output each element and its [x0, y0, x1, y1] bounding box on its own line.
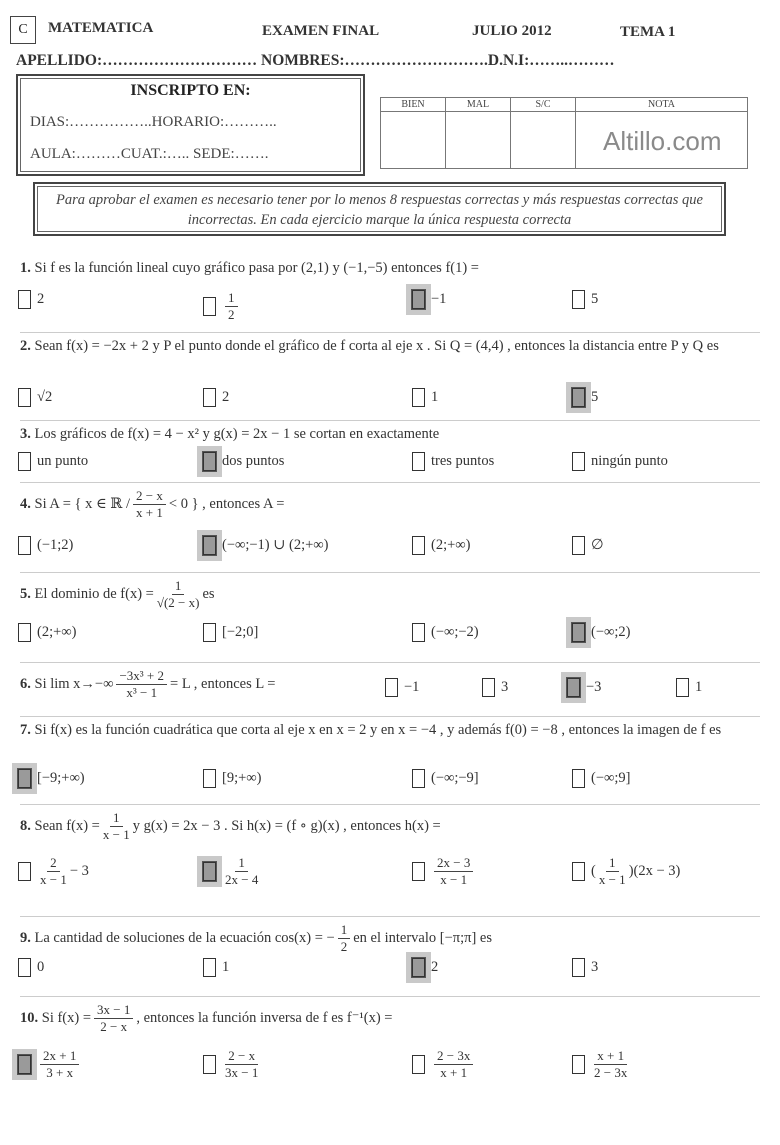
text-segment: (−∞;−9]	[431, 770, 479, 786]
fraction	[599, 855, 626, 888]
fraction-numerator: 1	[606, 855, 619, 872]
text-segment: ningún punto	[591, 453, 668, 469]
text-segment: [−2;0]	[222, 624, 259, 640]
text-segment: (−∞;−2)	[431, 624, 479, 640]
tema-label: TEMA 1	[620, 24, 676, 40]
question-1-option-4[interactable]	[572, 290, 598, 309]
fraction-numerator: 3x − 1	[94, 1002, 133, 1019]
fraction-numerator: 1	[235, 855, 248, 872]
text-segment: 2	[222, 389, 230, 405]
fraction	[225, 855, 258, 888]
text-segment: Sean f(x) =	[34, 818, 100, 834]
question-10-option-2[interactable]	[203, 1048, 261, 1081]
question-number: 6.	[20, 675, 31, 692]
fraction	[225, 1048, 258, 1081]
fraction-numerator: 2x − 3	[434, 855, 473, 872]
fraction-denominator: 2	[340, 939, 348, 954]
question-8-option-4[interactable]	[572, 855, 680, 888]
text-segment: (−∞;2)	[591, 624, 631, 640]
answer-checkbox[interactable]	[572, 862, 585, 881]
text-segment: 0	[37, 959, 45, 975]
fraction	[225, 290, 238, 323]
answer-checkbox[interactable]	[203, 958, 216, 977]
answer-checkbox[interactable]	[18, 536, 31, 555]
question-7-option-1[interactable]	[18, 769, 85, 788]
separator-line	[20, 420, 760, 421]
answer-checkbox[interactable]	[572, 1055, 585, 1074]
text-segment: (−∞;9]	[591, 770, 631, 786]
text-segment: Sean f(x) = −2x + 2 y P el punto donde el gráfico de f corta al eje x . Si Q = (4,4) , entonces la distancia entre P y Q es	[34, 338, 719, 355]
question-6-option-4[interactable]	[676, 678, 702, 697]
question-1-option-2[interactable]	[203, 290, 241, 323]
question-3-option-1[interactable]	[18, 452, 88, 471]
text-segment: tres puntos	[431, 453, 495, 469]
answer-checkbox[interactable]	[18, 1055, 31, 1074]
fraction	[434, 1048, 473, 1081]
fraction-denominator: x − 1	[102, 827, 130, 842]
fraction-denominator: x − 1	[598, 872, 626, 887]
separator-line	[20, 804, 760, 805]
option-suffix: )(2x − 3)	[628, 863, 681, 879]
text-segment: (−∞;−1) ∪ (2;+∞)	[222, 537, 329, 553]
answer-checkbox[interactable]	[203, 297, 216, 316]
text-segment: −1	[404, 679, 420, 695]
text-segment: (2;+∞)	[37, 624, 77, 640]
fraction-numerator: 2 − x	[225, 1048, 258, 1065]
text-segment: un punto	[37, 453, 89, 469]
text-segment: Si f(x) =	[41, 1010, 92, 1026]
question-5-option-3[interactable]	[412, 623, 479, 642]
question-7-option-2[interactable]	[203, 769, 261, 788]
question-4-option-4[interactable]	[572, 536, 604, 555]
question-4	[20, 488, 760, 521]
fraction-denominator: x − 1	[40, 872, 67, 887]
text-segment: Si f es la función lineal cuyo gráfico pasa por (2,1) y (−1,−5) entonces f(1) =	[34, 260, 479, 277]
text-segment: 3	[501, 679, 509, 695]
fraction-numerator: x + 1	[594, 1048, 627, 1065]
question-8-option-2[interactable]	[203, 855, 261, 888]
question-3-option-4[interactable]	[572, 452, 668, 471]
option-prefix: (	[591, 863, 596, 879]
text-segment: El dominio de f(x) =	[34, 586, 154, 602]
question-9-option-2[interactable]	[203, 958, 229, 977]
answer-checkbox[interactable]	[203, 388, 216, 407]
fraction-denominator: x³ − 1	[126, 685, 158, 700]
fraction	[338, 922, 351, 955]
question-7-option-3[interactable]	[412, 769, 479, 788]
text-segment: Si lim x→−∞	[34, 676, 114, 692]
text-segment: < 0 } , entonces A =	[168, 496, 285, 512]
fraction-denominator: 3 + x	[46, 1065, 74, 1080]
answer-checkbox[interactable]	[572, 623, 585, 642]
watermark-logo: Altillo.com	[603, 126, 722, 156]
question-9-option-3[interactable]	[412, 958, 438, 977]
separator-line	[20, 916, 760, 917]
option-suffix: − 3	[69, 863, 89, 879]
student-fields-line[interactable]: APELLIDO:………………………… NOMBRES:……………………….D.N.I:……..………	[16, 52, 615, 69]
separator-line	[20, 572, 760, 573]
fraction	[594, 1048, 627, 1081]
text-segment: Si A = { x ∈ ℝ /	[34, 496, 131, 512]
fraction	[133, 488, 166, 521]
answer-checkbox[interactable]	[18, 452, 31, 471]
text-segment: Los gráficos de f(x) = 4 − x² y g(x) = 2x − 1 se cortan en exactamente	[34, 426, 440, 443]
answer-checkbox[interactable]	[676, 678, 689, 697]
separator-line	[20, 482, 760, 483]
question-7-option-4[interactable]	[572, 769, 630, 788]
question-8-option-3[interactable]	[412, 855, 476, 888]
aula-cuat-sede-line[interactable]: AULA:………CUAT.:….. SEDE:…….	[30, 146, 269, 162]
question-6-option-3[interactable]	[567, 678, 601, 697]
text-segment: −3	[586, 679, 602, 695]
exam-date: JULIO 2012	[472, 23, 552, 39]
fraction-numerator: 2 − x	[133, 488, 166, 505]
answer-checkbox[interactable]	[412, 862, 425, 881]
instructions-box: Para aprobar el examen es necesario tener por lo menos 8 respuestas correctas y más respuestas correctas que incorrectas. En cada ejercicio marque la única respuesta correcta	[33, 182, 726, 236]
answer-checkbox[interactable]	[572, 388, 585, 407]
subject-title: MATEMATICA	[48, 20, 154, 36]
question-10-option-3[interactable]	[412, 1048, 476, 1081]
exam-title: EXAMEN FINAL	[262, 23, 380, 39]
grade-cell-sc	[511, 112, 576, 169]
text-segment: ∅	[591, 537, 604, 553]
text-segment: 3	[591, 959, 599, 975]
separator-line	[20, 996, 760, 997]
grade-header-bien: BIEN	[381, 98, 446, 112]
fraction-denominator: x − 1	[440, 872, 468, 887]
fraction-numerator: 1	[172, 578, 185, 595]
answer-checkbox[interactable]	[18, 290, 31, 309]
grade-header-sc: S/C	[511, 98, 576, 112]
question-3	[20, 426, 760, 443]
question-1-option-1[interactable]	[18, 290, 44, 309]
fraction-numerator: −3x³ + 2	[116, 668, 167, 685]
fraction-numerator: 2	[47, 855, 60, 872]
question-5-option-1[interactable]	[18, 623, 76, 642]
fraction-numerator: 2x + 1	[40, 1048, 79, 1065]
text-segment: es	[202, 586, 215, 602]
inscripto-box	[16, 74, 365, 176]
answer-checkbox[interactable]	[412, 623, 425, 642]
text-segment: [−9;+∞)	[37, 770, 85, 786]
answer-checkbox[interactable]	[412, 1055, 425, 1074]
question-number: 1.	[20, 260, 31, 276]
answer-checkbox[interactable]	[572, 958, 585, 977]
question-4-option-1[interactable]	[18, 536, 73, 555]
fraction-denominator: √(2 − x)	[156, 595, 200, 610]
question-2	[20, 338, 760, 355]
text-segment: dos puntos	[222, 453, 285, 469]
question-6-option-1[interactable]	[385, 678, 419, 697]
question-5-option-2[interactable]	[203, 623, 258, 642]
question-number: 3.	[20, 426, 31, 442]
question-3-option-2[interactable]	[203, 452, 284, 471]
answer-checkbox[interactable]	[412, 452, 425, 471]
text-segment: 2	[37, 291, 45, 307]
fraction	[103, 810, 130, 843]
text-segment: , entonces la función inversa de f es f⁻¹(x) =	[136, 1010, 393, 1026]
fraction-denominator: x + 1	[136, 505, 163, 520]
question-number: 9.	[20, 929, 31, 946]
answer-checkbox[interactable]	[412, 290, 425, 309]
question-number: 2.	[20, 338, 31, 354]
question-number: 5.	[20, 585, 31, 602]
question-2-option-2[interactable]	[203, 388, 229, 407]
question-5	[20, 578, 760, 611]
fraction	[40, 1048, 79, 1081]
answer-checkbox[interactable]	[203, 452, 216, 471]
answer-checkbox[interactable]	[412, 769, 425, 788]
fraction-numerator: 2 − 3x	[434, 1048, 473, 1065]
answer-checkbox[interactable]	[567, 678, 580, 697]
grade-cell-bien	[381, 112, 446, 169]
answer-checkbox[interactable]	[482, 678, 495, 697]
question-1-option-3[interactable]	[412, 290, 446, 309]
question-6	[20, 668, 380, 701]
text-segment: [9;+∞)	[222, 770, 262, 786]
text-segment: en el intervalo [−π;π] es	[353, 930, 492, 946]
question-2-option-4[interactable]	[572, 388, 598, 407]
fraction	[94, 1002, 133, 1035]
question-1	[20, 260, 760, 277]
question-number: 8.	[20, 817, 31, 834]
question-8	[20, 810, 760, 843]
fraction-denominator: 2 − x	[100, 1019, 128, 1034]
answer-checkbox[interactable]	[572, 536, 585, 555]
question-3-option-3[interactable]	[412, 452, 494, 471]
question-number: 7.	[20, 722, 31, 738]
text-segment: 1	[695, 679, 703, 695]
answer-checkbox[interactable]	[203, 536, 216, 555]
answer-checkbox[interactable]	[203, 623, 216, 642]
fraction-numerator: 1	[338, 922, 351, 939]
answer-checkbox[interactable]	[203, 1055, 216, 1074]
answer-checkbox[interactable]	[412, 958, 425, 977]
question-2-option-3[interactable]	[412, 388, 438, 407]
question-4-option-3[interactable]	[412, 536, 470, 555]
fraction	[40, 855, 67, 888]
fraction	[116, 668, 167, 701]
text-segment: 1	[222, 959, 230, 975]
answer-checkbox[interactable]	[572, 290, 585, 309]
fraction-denominator: 2x − 4	[225, 872, 259, 887]
fraction	[157, 578, 200, 611]
question-8-option-1[interactable]	[18, 855, 89, 888]
text-segment: −1	[431, 291, 447, 307]
text-segment: 1	[431, 389, 439, 405]
inscripto-title: INSCRIPTO EN:	[130, 82, 251, 99]
answer-checkbox[interactable]	[18, 623, 31, 642]
fraction-denominator: 2 − 3x	[594, 1065, 628, 1080]
fraction-denominator: x + 1	[440, 1065, 468, 1080]
text-segment: 5	[591, 389, 599, 405]
grade-cell-mal	[446, 112, 511, 169]
answer-checkbox[interactable]	[572, 769, 585, 788]
grade-header-mal: MAL	[446, 98, 511, 112]
answer-checkbox[interactable]	[412, 536, 425, 555]
question-number: 10.	[20, 1009, 39, 1026]
answer-checkbox[interactable]	[572, 452, 585, 471]
text-segment: Si f(x) es la función cuadrática que corta al eje x en x = 2 y en x = −4 , y además f(0) = −8 , entonces la imagen de f es	[34, 722, 722, 739]
dias-horario-line[interactable]: DIAS:……………..HORARIO:………..	[30, 114, 277, 130]
grade-header-nota: NOTA	[576, 98, 748, 112]
text-segment: (2;+∞)	[431, 537, 471, 553]
answer-checkbox[interactable]	[412, 388, 425, 407]
fraction-denominator: 3x − 1	[225, 1065, 259, 1080]
question-4-option-2[interactable]	[203, 536, 328, 555]
text-segment: 5	[591, 291, 599, 307]
separator-line	[20, 716, 760, 717]
separator-line	[20, 662, 760, 663]
fraction-numerator: 1	[225, 290, 238, 307]
text-segment: 2	[431, 959, 439, 975]
question-9	[20, 922, 760, 955]
answer-checkbox[interactable]	[203, 862, 216, 881]
question-10-option-4[interactable]	[572, 1048, 630, 1081]
answer-checkbox[interactable]	[18, 769, 31, 788]
text-segment: y g(x) = 2x − 3 . Si h(x) = (f ∘ g)(x) , entonces h(x) =	[132, 818, 441, 834]
fraction	[434, 855, 473, 888]
question-10	[20, 1002, 760, 1035]
text-segment: (−1;2)	[37, 537, 74, 553]
question-6-option-2[interactable]	[482, 678, 508, 697]
text-segment: = L , entonces L =	[170, 676, 276, 692]
text-segment: √2	[37, 389, 53, 405]
question-2-option-1[interactable]	[18, 388, 52, 407]
question-10-option-1[interactable]	[18, 1048, 82, 1081]
text-segment: La cantidad de soluciones de la ecuación cos(x) = −	[34, 930, 335, 946]
answer-checkbox[interactable]	[18, 958, 31, 977]
separator-line	[20, 332, 760, 333]
question-5-option-4[interactable]	[572, 623, 630, 642]
answer-checkbox[interactable]	[385, 678, 398, 697]
question-number: 4.	[20, 495, 31, 512]
answer-checkbox[interactable]	[18, 388, 31, 407]
tema-letter-box: C	[10, 16, 36, 44]
fraction-numerator: 1	[110, 810, 123, 827]
question-9-option-4[interactable]	[572, 958, 598, 977]
fraction-denominator: 2	[228, 307, 235, 322]
question-9-option-1[interactable]	[18, 958, 44, 977]
answer-checkbox[interactable]	[18, 862, 31, 881]
question-7	[20, 722, 760, 739]
answer-checkbox[interactable]	[203, 769, 216, 788]
